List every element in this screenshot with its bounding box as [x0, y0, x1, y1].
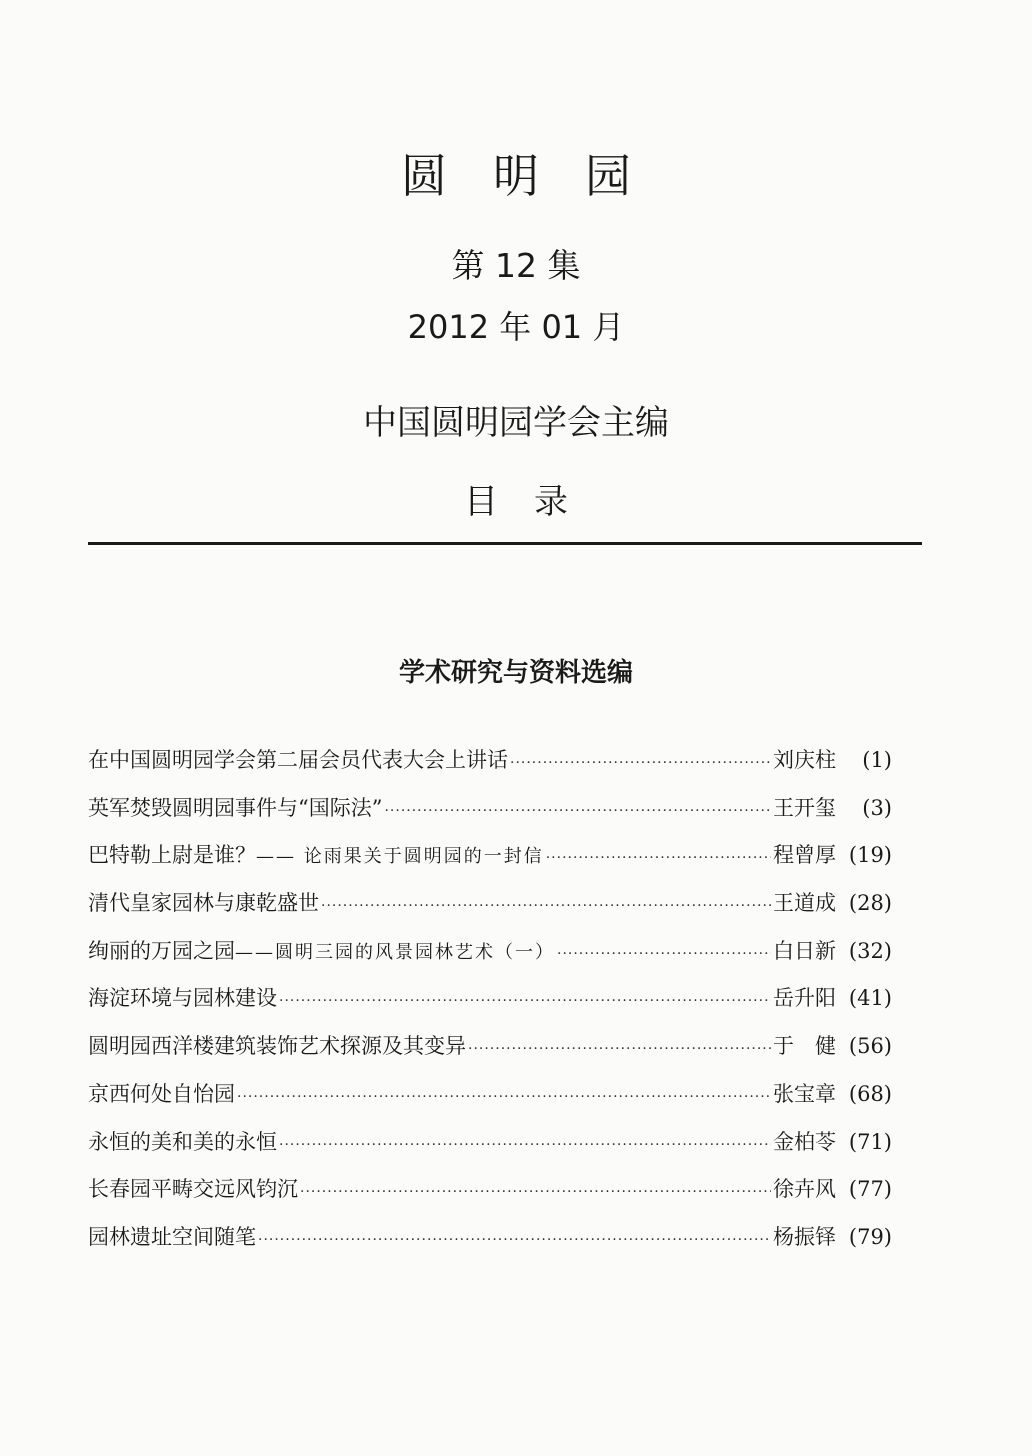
dot-leader [279, 1137, 771, 1153]
dot-leader [258, 1232, 771, 1248]
journal-title: 圆明园 [401, 149, 677, 203]
toc-entry-title: 圆明园西洋楼建筑装饰艺术探源及其变异 [88, 1034, 466, 1059]
toc-heading: 目录 [464, 482, 604, 522]
dot-leader [546, 850, 771, 866]
toc-entry-page: (32) [848, 938, 892, 963]
toc-entry-author: 于 健 [773, 1034, 836, 1059]
dot-leader [237, 1089, 771, 1105]
toc-entry-title: 清代皇家园林与康乾盛世 [88, 891, 319, 916]
toc-entry-title: 海淀环境与园林建设 [88, 986, 277, 1011]
toc-entry-page: (41) [848, 986, 892, 1011]
table-of-contents [88, 744, 892, 1269]
toc-entry [88, 887, 892, 935]
toc-entry-author: 金柏苓 [773, 1129, 836, 1154]
toc-entry-author: 徐卉风 [773, 1177, 836, 1202]
toc-entry [88, 982, 892, 1030]
toc-entry [88, 744, 892, 792]
toc-entry-title: 永恒的美和美的永恒 [88, 1129, 277, 1154]
toc-entry [88, 935, 892, 983]
toc-entry-title: 绚丽的万园之园 [88, 938, 235, 963]
toc-entry-title: 巴特勒上尉是谁？ [88, 843, 256, 868]
toc-entry-author: 王开玺 [773, 795, 836, 820]
toc-entry [88, 1126, 892, 1174]
toc-entry [88, 1173, 892, 1221]
section-title: 学术研究与资料选编 [398, 658, 633, 688]
toc-entry-author: 白日新 [773, 938, 836, 963]
toc-entry-author: 杨振铎 [773, 1224, 836, 1249]
volume-number: 第 12 集 [451, 246, 581, 285]
dot-leader [557, 946, 771, 962]
toc-entry-author: 王道成 [773, 891, 836, 916]
dot-leader [468, 1041, 771, 1057]
toc-entry-page: (1) [862, 748, 892, 772]
dot-leader [300, 1184, 771, 1200]
toc-entry-title: 在中国圆明园学会第二届会员代表大会上讲话 [88, 748, 508, 772]
toc-entry-page: (19) [848, 843, 892, 868]
divider-rule [88, 542, 922, 545]
toc-entry-page: (56) [848, 1034, 892, 1059]
toc-entry [88, 1221, 892, 1269]
toc-entry-author: 程曾厚 [773, 843, 836, 868]
dot-leader [321, 898, 771, 914]
toc-entry-page: (77) [848, 1177, 892, 1202]
toc-entry [88, 1030, 892, 1078]
toc-entry-page: (71) [848, 1129, 892, 1154]
toc-entry [88, 839, 892, 887]
toc-entry-subtitle: ——圆明三园的风景园林艺术（一） [235, 941, 555, 963]
toc-entry-author: 张宝章 [773, 1081, 836, 1106]
toc-entry [88, 792, 892, 840]
toc-entry-subtitle: —— 论雨果关于圆明园的一封信 [256, 846, 544, 868]
dot-leader [384, 803, 771, 819]
toc-entry-title: 京西何处自怡园 [88, 1081, 235, 1106]
editor-line: 中国圆明园学会主编 [363, 403, 669, 443]
toc-entry-title: 园林遗址空间随笔 [88, 1224, 256, 1249]
dot-leader [279, 993, 771, 1009]
toc-entry [88, 1078, 892, 1126]
toc-entry-title: 长春园平畴交远风钧沉 [88, 1177, 298, 1202]
toc-entry-page: (3) [862, 795, 892, 820]
issue-date: 2012 年 01 月 [407, 308, 625, 346]
toc-entry-page: (79) [848, 1224, 892, 1249]
toc-entry-author: 刘庆柱 [773, 748, 836, 772]
dot-leader [510, 755, 771, 771]
toc-entry-author: 岳升阳 [773, 986, 836, 1011]
toc-entry-page: (28) [848, 891, 892, 916]
toc-entry-page: (68) [848, 1081, 892, 1106]
toc-entry-title: 英军焚毁圆明园事件与“国际法” [88, 795, 383, 820]
